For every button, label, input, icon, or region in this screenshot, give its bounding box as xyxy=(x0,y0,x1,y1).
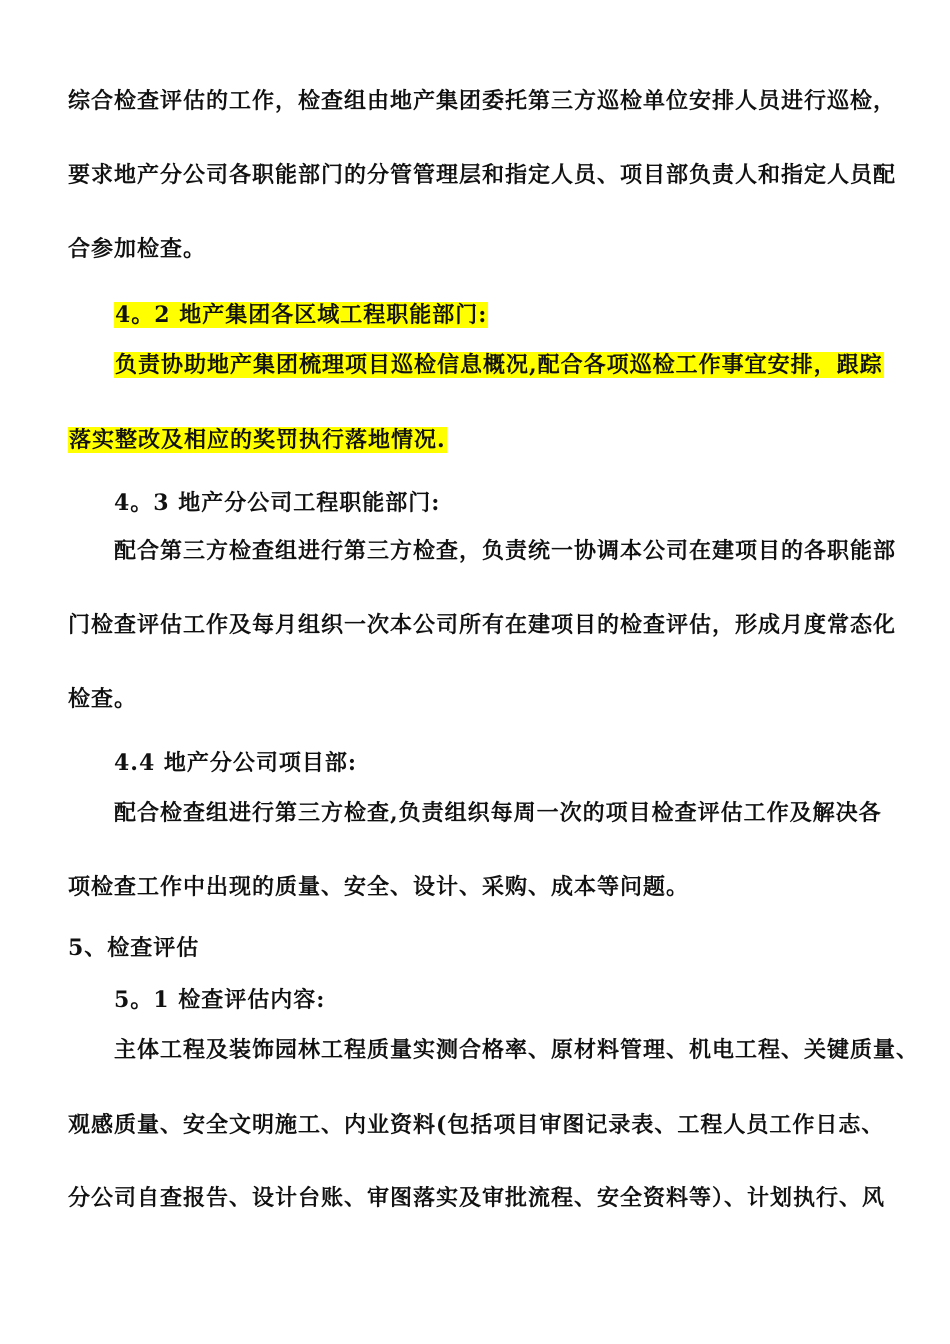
highlighted-text: 落实整改及相应的奖罚执行落地情况. xyxy=(69,427,446,453)
text: 检查。 xyxy=(68,686,138,712)
text: 分公司自查报告、设计台账、审图落实及审批流程、安全资料等）、计划执行、风 xyxy=(68,1185,886,1211)
text: 综合检查评估的工作，检查组由地产集团委托第三方巡检单位安排人员进行巡检， xyxy=(68,88,897,114)
section-heading-4-4 xyxy=(114,748,357,778)
paragraph-line-8 xyxy=(68,872,689,902)
text: 主体工程及装饰园林工程质量实测合格率、原材料管理、机电工程、关键质量、 xyxy=(114,1037,920,1063)
highlighted-heading: 4。2 地产集团各区域工程职能部门: xyxy=(115,302,488,328)
text: 合参加检查。 xyxy=(68,236,207,262)
paragraph-line-10 xyxy=(68,1110,884,1140)
heading-text: 5、检查评估 xyxy=(68,935,200,961)
heading-text: 4.4 地产分公司项目部: xyxy=(114,750,358,776)
paragraph-line-5 xyxy=(68,610,896,640)
paragraph-line-9 xyxy=(114,1035,919,1065)
paragraph-line-6 xyxy=(68,684,137,714)
highlighted-text: 负责协助地产集团梳理项目巡检信息概况,配合各项巡检工作事宜安排，跟踪 xyxy=(115,352,883,378)
section-heading-4-3 xyxy=(114,488,440,518)
section-heading-5-1 xyxy=(114,985,325,1015)
paragraph-line-11 xyxy=(68,1183,885,1213)
text: 项检查工作中出现的质量、安全、设计、采购、成本等问题。 xyxy=(68,874,690,900)
text: 门检查评估工作及每月组织一次本公司所有在建项目的检查评估，形成月度常态化 xyxy=(68,612,897,638)
section-heading-5 xyxy=(68,933,199,963)
highlighted-line-2 xyxy=(68,425,447,455)
paragraph-line-2 xyxy=(68,160,896,190)
text: 要求地产分公司各职能部门的分管管理层和指定人员、项目部负责人和指定人员配 xyxy=(68,162,897,188)
highlighted-line-1 xyxy=(114,350,884,380)
text: 配合第三方检查组进行第三方检查，负责统一协调本公司在建项目的各职能部 xyxy=(114,538,897,564)
text: 观感质量、安全文明施工、内业资料(包括项目审图记录表、工程人员工作日志、 xyxy=(68,1112,885,1138)
paragraph-line-1 xyxy=(68,86,896,116)
section-heading-4-2 xyxy=(114,300,488,330)
paragraph-line-7 xyxy=(114,798,882,828)
heading-text: 5。1 检查评估内容: xyxy=(114,987,326,1013)
paragraph-line-4 xyxy=(114,536,896,566)
text: 配合检查组进行第三方检查,负责组织每周一次的项目检查评估工作及解决各 xyxy=(114,800,882,826)
heading-text: 4。3 地产分公司工程职能部门: xyxy=(114,490,441,516)
paragraph-line-3 xyxy=(68,234,206,264)
